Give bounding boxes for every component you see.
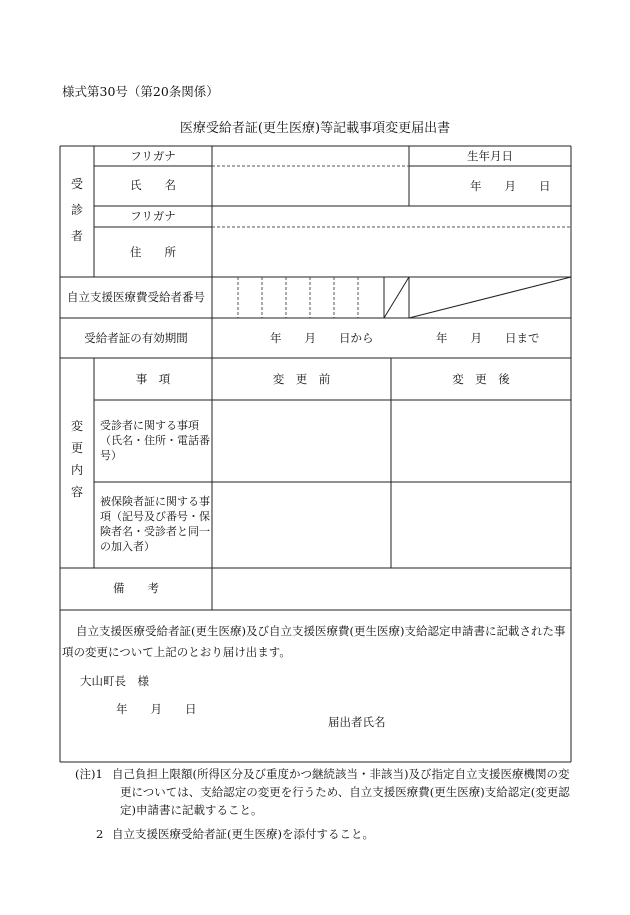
col-before-header: 変 更 前	[272, 372, 331, 386]
address-label: 住 所	[130, 245, 176, 259]
note-2: 自立支援医療受給者証(更生医療)を添付すること。	[112, 827, 374, 841]
label-char: 者	[70, 229, 83, 243]
remarks-field[interactable]	[213, 569, 570, 609]
birthdate-label: 生年月日	[467, 149, 513, 163]
label-char: 受	[70, 177, 83, 191]
applicant-name-field[interactable]	[400, 710, 565, 732]
recipient-number-field[interactable]	[213, 278, 383, 317]
change-after-patient-field[interactable]	[392, 401, 570, 481]
birthdate-value: 年 月 日	[470, 179, 551, 193]
label-char: 変	[70, 419, 83, 433]
submission-date: 年 月 日	[116, 702, 197, 716]
change-item-insurance: 被保険者証に関する事項（記号及び番号・保険者名・受診者と同一の加入者）	[100, 495, 210, 553]
address-field[interactable]	[213, 228, 570, 276]
label-char: 内	[70, 463, 83, 477]
change-before-insurance-field[interactable]	[213, 483, 390, 567]
notes-prefix: (注)1	[75, 767, 103, 781]
col-after-header: 変 更 後	[452, 372, 510, 386]
remarks-label: 備 考	[113, 581, 159, 595]
label-char: 容	[70, 485, 83, 499]
patient-section-label	[70, 178, 84, 242]
change-after-insurance-field[interactable]	[392, 483, 570, 567]
furigana-label-2: フリガナ	[130, 209, 176, 223]
change-item-patient: 受診者に関する事項（氏名・住所・電話番号）	[100, 419, 210, 462]
addressee: 大山町長 様	[80, 674, 149, 688]
furigana-label: フリガナ	[130, 149, 176, 163]
address-furigana-field[interactable]	[213, 207, 570, 226]
validity-to: 年 月 日まで	[436, 331, 540, 345]
changes-section-label	[70, 420, 84, 498]
note-2-number: 2	[96, 827, 104, 841]
validity-from: 年 月 日から	[270, 331, 374, 345]
col-item-header: 事 項	[135, 372, 171, 386]
applicant-name-label: 届出者氏名	[328, 715, 386, 729]
furigana-field[interactable]	[213, 147, 408, 165]
name-label: 氏 名	[130, 178, 176, 192]
name-field[interactable]	[213, 167, 408, 205]
declaration-text: 自立支援医療受給者証(更生医療)及び自立支援医療費(更生医療)支給認定申請書に記載された事項の変更について上記のとおり届け出ます。	[62, 624, 566, 659]
note-1: 自己負担上限額(所得区分及び重度かつ継続該当・非該当)及び指定自立支援医療機関の変更については、支給認定の変更を行うため、自立支援医療費(更生医療)支給認定(変更認定)申請書に記載すること。	[112, 767, 570, 817]
label-char: 診	[70, 203, 83, 217]
page-title: 医療受給者証(更生医療)等記載事項変更届出書	[179, 121, 451, 136]
change-before-patient-field[interactable]	[213, 401, 390, 481]
label-char: 更	[70, 441, 83, 455]
form-number: 様式第30号（第20条関係）	[62, 84, 219, 99]
validity-label: 受給者証の有効期間	[84, 331, 188, 345]
recipient-number-label: 自立支援医療費受給者番号	[67, 290, 205, 304]
